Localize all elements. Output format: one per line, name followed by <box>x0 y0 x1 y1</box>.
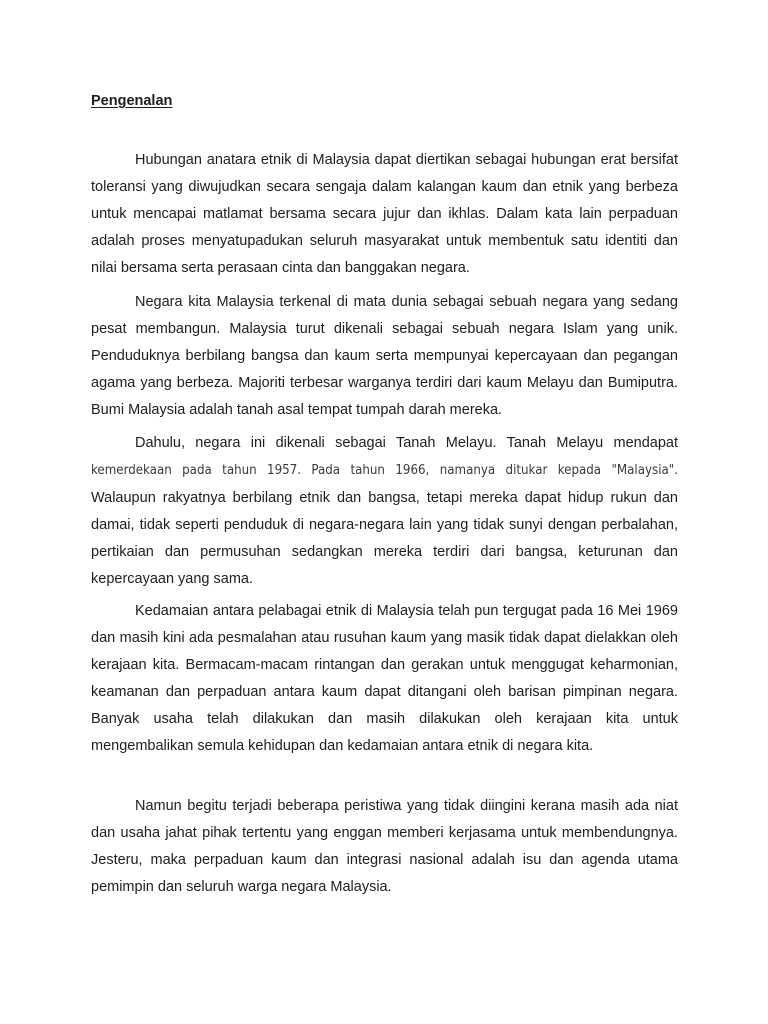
paragraph-4-block <box>91 598 678 759</box>
paragraph-5: Namun begitu terjadi beberapa peristiwa yang tidak diingini kerana masih ada niat dan usaha jahat pihak tertentu yang enggan memberi kerjasama untuk membendungnya. Jesteru, maka perpaduan kaum dan integrasi nasional adalah isu dan agenda utama pemimpin dan seluruh warga negara Malaysia. <box>91 798 678 895</box>
paragraph-3 <box>91 430 678 592</box>
paragraph-5-block <box>91 793 678 901</box>
paragraph-3-part-2: kemerdekaan pada tahun 1957. Pada tahun 1966, namanya ditukar kepada "Malaysia". <box>91 462 678 478</box>
paragraph-2-block <box>91 289 678 424</box>
paragraph-2: Negara kita Malaysia terkenal di mata dunia sebagai sebuah negara yang sedang pesat membangun. Malaysia turut dikenali sebagai sebuah negara Islam yang unik. Penduduknya berbilang bangsa dan kaum serta mempunyai kepercayaan dan pegangan agama yang berbeza. Majoriti terbesar warganya terdiri dari kaum Melayu dan Bumiputra. Bumi Malaysia adalah tanah asal tempat tumpah darah mereka. <box>91 294 678 418</box>
page-heading: Pengenalan <box>91 93 173 109</box>
paragraph-3-part-1: Dahulu, negara ini dikenali sebagai Tanah Melayu. Tanah Melayu mendapat <box>135 435 678 451</box>
paragraph-1-block <box>91 147 678 282</box>
paragraph-3-part-3: Walaupun rakyatnya berbilang etnik dan bangsa, tetapi mereka dapat hidup rukun dan damai, tidak seperti penduduk di negara-negara lain yang tidak sunyi dengan perbalahan, pertikaian dan permusuhan sedangkan mereka terdiri dari bangsa, keturunan dan kepercayaan yang sama. <box>91 489 678 587</box>
paragraph-1: Hubungan anatara etnik di Malaysia dapat diertikan sebagai hubungan erat bersifat toleransi yang diwujudkan secara sengaja dalam kalangan kaum dan etnik yang berbeza untuk mencapai matlamat bersama secara jujur dan ikhlas. Dalam kata lain perpaduan adalah proses menyatupadukan seluruh masyarakat untuk membentuk satu identiti dan nilai bersama serta perasaan cinta dan banggakan negara. <box>91 152 678 276</box>
paragraph-3-block <box>91 430 678 592</box>
paragraph-4: Kedamaian antara pelabagai etnik di Malaysia telah pun tergugat pada 16 Mei 1969 dan masih kini ada pesmalahan atau rusuhan kaum yang masik tidak dapat dielakkan oleh kerajaan kita. Bermacam-macam rintangan dan gerakan untuk menggugat keharmonian, keamanan dan perpaduan antara kaum dapat ditangani oleh barisan pimpinan negara. Banyak usaha telah dilakukan dan masih dilakukan oleh kerajaan kita untuk mengembalikan semula kehidupan dan kedamaian antara etnik di negara kita. <box>91 603 678 754</box>
